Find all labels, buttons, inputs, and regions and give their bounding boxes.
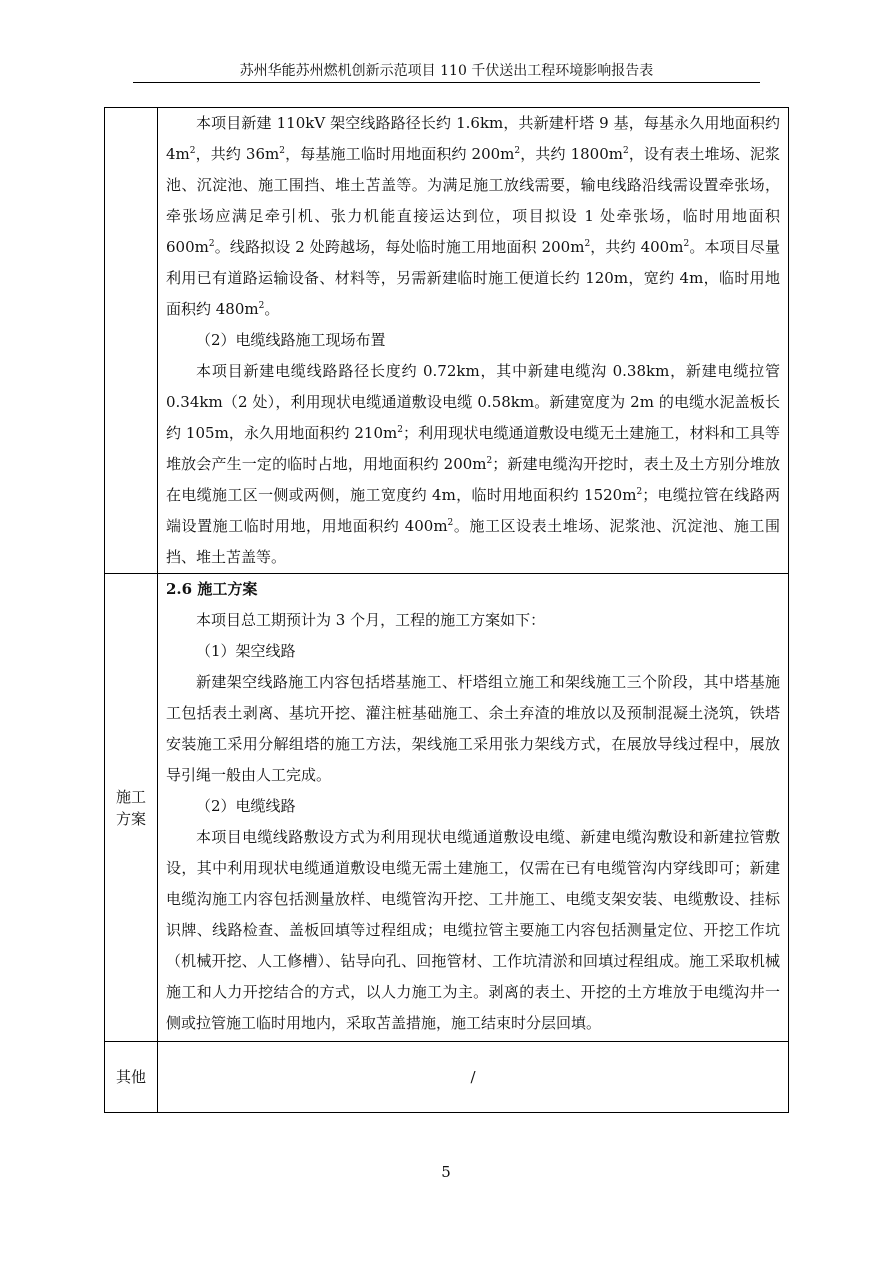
table-row-other xyxy=(105,1042,789,1113)
site-layout-content xyxy=(158,108,789,574)
row-label-other: 其他 xyxy=(105,1042,158,1113)
cable-site-paragraph: 本项目新建电缆线路路径长度约 0.72km，其中新建电缆沟 0.38km，新建电缆拉管 0.34km（2 处），利用现状电缆通道敷设电缆 0.58km。新建宽度为 2m 的电缆水泥盖板长约 105m，永久用地面积约 $210m^2$；利用现状电缆通道敷设电缆无土建施工，材料和工具等堆放会产生一定的临时占地，用地面积约 $200m^2$；新建电缆沟开挖时，表土及土方别分堆放在电缆施工区一侧或两侧，施工宽度约 4m，临时用地面积约 $1520m^2$；电缆拉管在线路两端设置施工临时用地，用地面积约 $400m^2$。施工区设表土堆场、泥浆池、沉淀池、施工围挡、堆土苫盖等。 xyxy=(166,362,780,566)
other-content: / xyxy=(158,1042,789,1113)
overhead-line-paragraph: 新建架空线路施工内容包括塔基施工、杆塔组立施工和架线施工三个阶段，其中塔基施工包括表土剥离、基坑开挖、灌注桩基础施工、余土弃渣的堆放以及预制混凝土浇筑，铁塔安装施工采用分解组塔的施工方法，架线施工采用张力架线方式，在展放导线过程中，展放导引绳一般由人工完成。 xyxy=(166,673,780,784)
overhead-line-subheading: （1）架空线路 xyxy=(196,642,296,660)
table-row-construction-plan xyxy=(105,574,789,1042)
row-label-empty xyxy=(105,108,158,574)
report-header-title: 苏州华能苏州燃机创新示范项目 110 千伏送出工程环境影响报告表 xyxy=(239,63,654,79)
page-number: 5 xyxy=(441,1163,451,1181)
content-table xyxy=(104,107,789,1113)
row-label-construction-plan: 施工方案 xyxy=(105,574,158,1042)
overhead-line-site-paragraph: 本项目新建 110kV 架空线路路径长约 1.6km，共新建杆塔 9 基，每基永久用地面积约 $4m^2$，共约 $36m^2$，每基施工临时用地面积约 $200m^2$，共约 $1800m^2$，设有表土堆场、泥浆池、沉淀池、施工围挡、堆土苫盖等。为满足施工放线需要，输电线路沿线需设置牵张场，牵张场应满足牵引机、张力机能直接运达到位，项目拟设 1 处牵张场，临时用地面积 $600m^2$。线路拟设 2 处跨越场，每处临时施工用地面积 $200m^2$，共约 $400m^2$。本项目尽量利用已有道路运输设备、材料等，另需新建临时施工便道长约 120m，宽约 4m，临时用地面积约 $480m^2$。 xyxy=(166,114,780,318)
table-row-site-layout xyxy=(105,108,789,574)
construction-plan-content xyxy=(158,574,789,1042)
cable-line-paragraph: 本项目电缆线路敷设方式为利用现状电缆通道敷设电缆、新建电缆沟敷设和新建拉管敷设，其中利用现状电缆通道敷设电缆无需土建施工，仅需在已有电缆管沟内穿线即可；新建电缆沟施工内容包括测量放样、电缆管沟开挖、工井施工、电缆支架安装、电缆敷设、挂标识牌、线路检查、盖板回填等过程组成；电缆拉管主要施工内容包括测量定位、开挖工作坑（机械开挖、人工修槽）、钻导向孔、回拖管材、工作坑清淤和回填过程组成。施工采取机械施工和人力开挖结合的方式，以人力施工为主。剥离的表土、开挖的土方堆放于电缆沟井一侧或拉管施工临时用地内，采取苫盖措施，施工结束时分层回填。 xyxy=(166,828,780,1032)
construction-plan-intro: 本项目总工期预计为 3 个月，工程的施工方案如下： xyxy=(196,611,546,629)
cable-line-subheading: （2）电缆线路 xyxy=(196,797,296,815)
header-divider xyxy=(133,82,760,83)
construction-plan-heading: 2.6 施工方案 xyxy=(166,580,258,598)
cable-site-subheading: （2）电缆线路施工现场布置 xyxy=(196,331,386,349)
